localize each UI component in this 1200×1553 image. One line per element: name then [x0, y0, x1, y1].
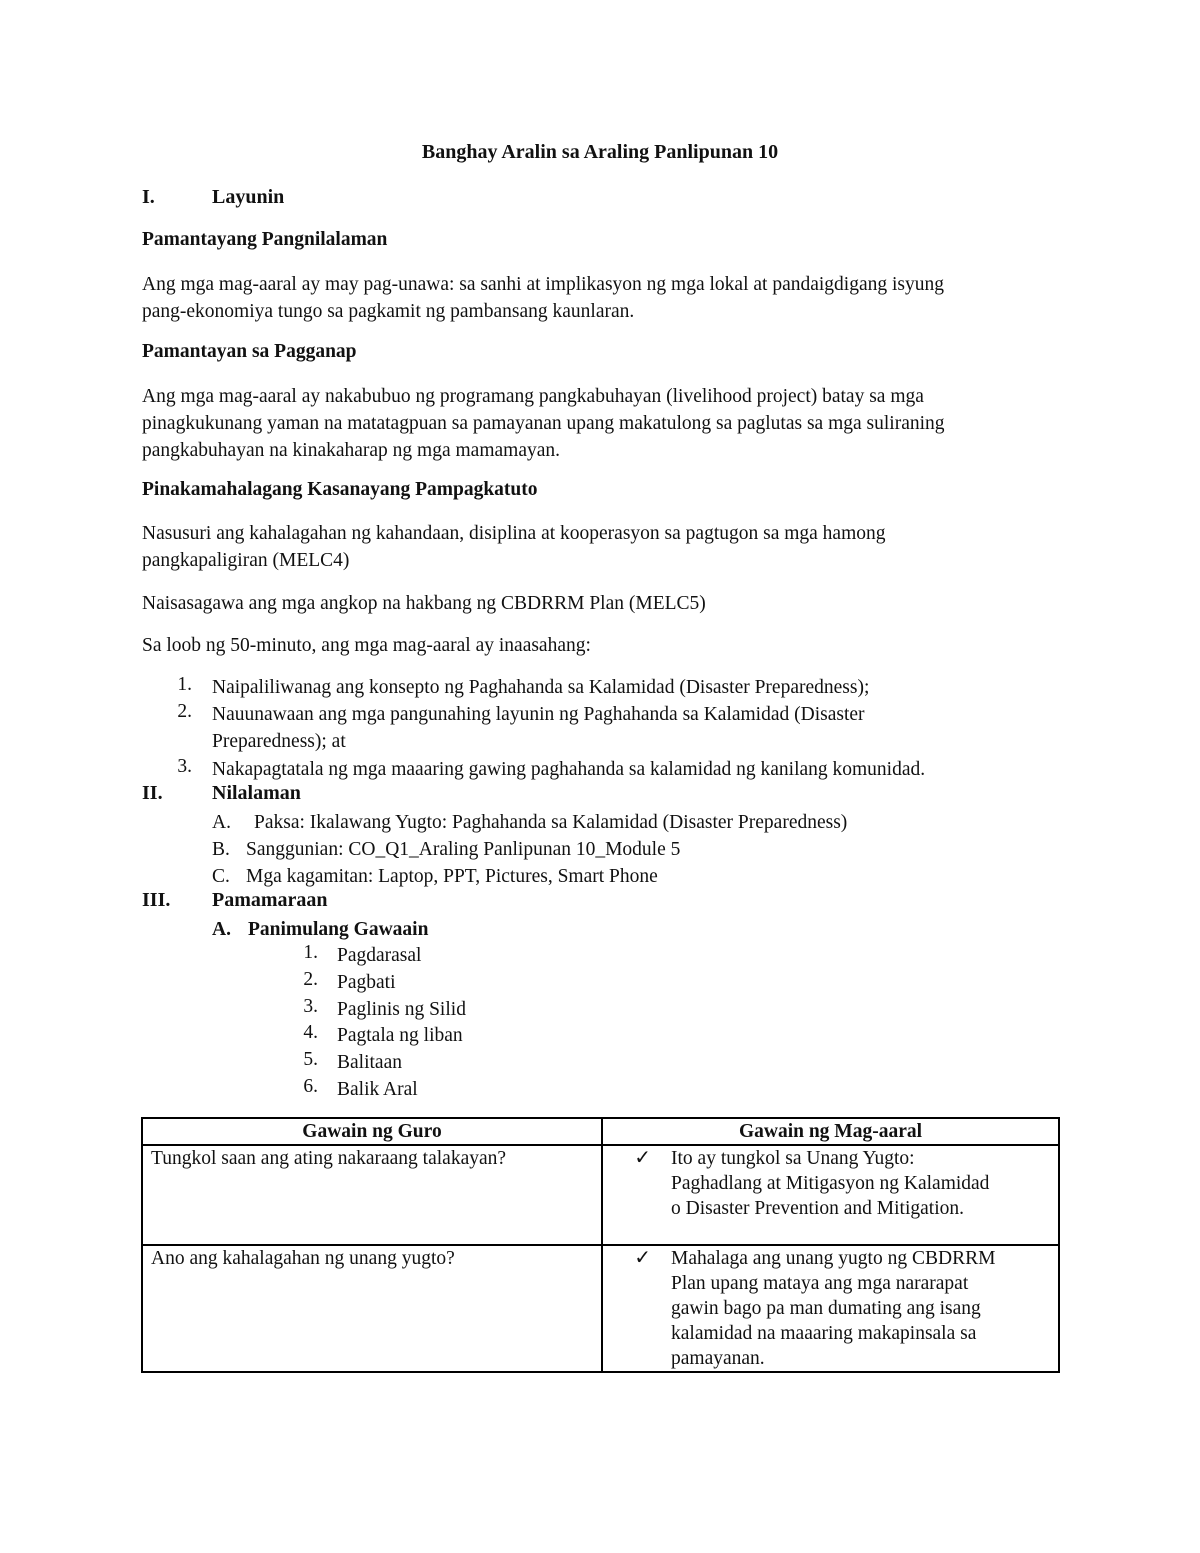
text-line: Nasusuri ang kahalagahan ng kahandaan, disiplina at kooperasyon sa pagtugon sa mga hamong [142, 523, 886, 544]
objective-number: 3. [177, 756, 192, 777]
checkmark-icon: ✓ [634, 1247, 651, 1269]
objective-number: 1. [177, 674, 192, 695]
activity-table [141, 1117, 1060, 1373]
student-answer [671, 1246, 1050, 1371]
step-number: 6. [303, 1076, 318, 1097]
step-number: 3. [303, 996, 318, 1017]
document-title: Banghay Aralin sa Araling Panlipunan 10 [421, 141, 779, 163]
text-line: Naipaliliwanag ang konsepto ng Paghahanda sa Kalamidad (Disaster Preparedness); [212, 677, 870, 698]
content-letter: C. [212, 866, 230, 887]
objective-item [212, 674, 869, 701]
step-number: 5. [303, 1049, 318, 1070]
step-item: Pagbati [337, 972, 396, 993]
step-number: 2. [303, 969, 318, 990]
competency-melc4 [142, 520, 1052, 574]
text-line: pamayanan. [671, 1348, 765, 1369]
step-item: Balik Aral [337, 1079, 418, 1100]
section-numeral-2: II. [142, 782, 163, 804]
content-letter: A. [212, 812, 231, 833]
step-item: Balitaan [337, 1052, 402, 1073]
text-line: Ito ay tungkol sa Unang Yugto: [671, 1148, 915, 1169]
section-numeral-3: III. [142, 889, 171, 911]
procedure-sub-letter: A. [212, 919, 231, 940]
performance-standard-text [142, 383, 1052, 464]
checkmark-icon: ✓ [634, 1147, 651, 1169]
teacher-question: Tungkol saan ang ating nakaraang talakayan? [142, 1145, 602, 1245]
step-item: Pagdarasal [337, 945, 422, 966]
step-number: 1. [303, 942, 318, 963]
text-line: pangkapaligiran (MELC4) [142, 550, 350, 571]
student-answer-cell [602, 1245, 1059, 1372]
competency-melc5: Naisasagawa ang mga angkop na hakbang ng CBDRRM Plan (MELC5) [142, 593, 706, 614]
text-line: Mahalaga ang unang yugto ng CBDRRM [671, 1248, 996, 1269]
objective-item [212, 701, 865, 755]
step-item: Pagtala ng liban [337, 1025, 463, 1046]
text-line: pinagkukunang yaman na matatagpuan sa pamayanan upang makatulong sa paglutas sa mga suliraning [142, 413, 945, 434]
text-line: pangkabuhayan na kinakaharap ng mga mamamayan. [142, 440, 561, 461]
step-item: Paglinis ng Silid [337, 999, 466, 1020]
header-teacher-activity: Gawain ng Guro [142, 1118, 602, 1145]
section-numeral-1: I. [142, 186, 155, 208]
content-item-paksa: Paksa: Ikalawang Yugto: Paghahanda sa Kalamidad (Disaster Preparedness) [254, 812, 848, 833]
content-letter: B. [212, 839, 230, 860]
teacher-question: Ano ang kahalagahan ng unang yugto? [142, 1245, 602, 1372]
section-label-pamamaraan: Pamamaraan [212, 889, 328, 911]
section-label-layunin: Layunin [212, 186, 285, 208]
objective-item [212, 756, 925, 783]
competency-intro: Sa loob ng 50-minuto, ang mga mag-aaral ay inaasahang: [142, 635, 591, 656]
text-line: kalamidad na maaaring makapinsala sa [671, 1323, 977, 1344]
table-row [142, 1245, 1059, 1372]
text-line: Nauunawaan ang mga pangunahing layunin ng Paghahanda sa Kalamidad (Disaster [212, 704, 865, 725]
text-line: o Disaster Prevention and Mitigation. [671, 1198, 964, 1219]
content-standard-text [142, 271, 1052, 325]
header-student-activity: Gawain ng Mag-aaral [602, 1118, 1059, 1145]
text-line: pang-ekonomiya tungo sa pagkamit ng pambansang kaunlaran. [142, 301, 635, 322]
table-row [142, 1145, 1059, 1245]
student-answer-cell [602, 1145, 1059, 1245]
procedure-sub-heading: Panimulang Gawaain [248, 919, 429, 940]
table-header-row [142, 1118, 1059, 1145]
objective-number: 2. [177, 701, 192, 722]
text-line: gawin bago pa man dumating ang isang [671, 1298, 981, 1319]
content-item-sanggunian: Sanggunian: CO_Q1_Araling Panlipunan 10_Module 5 [246, 839, 681, 860]
text-line: Nakapagtatala ng mga maaaring gawing paghahanda sa kalamidad ng kanilang komunidad. [212, 759, 926, 780]
text-line: Paghadlang at Mitigasyon ng Kalamidad [671, 1173, 990, 1194]
competency-heading: Pinakamahalagang Kasanayang Pampagkatuto [142, 479, 538, 500]
text-line: Plan upang mataya ang mga nararapat [671, 1273, 969, 1294]
content-item-kagamitan: Mga kagamitan: Laptop, PPT, Pictures, Smart Phone [246, 866, 658, 887]
student-answer [671, 1146, 1050, 1221]
text-line: Ang mga mag-aaral ay nakabubuo ng programang pangkabuhayan (livelihood project) batay sa mga [142, 386, 924, 407]
section-label-nilalaman: Nilalaman [212, 782, 301, 804]
text-line: Ang mga mag-aaral ay may pag-unawa: sa sanhi at implikasyon ng mga lokal at pandaigdigang isyung [142, 274, 944, 295]
step-number: 4. [303, 1022, 318, 1043]
content-standard-heading: Pamantayang Pangnilalaman [142, 229, 388, 250]
performance-standard-heading: Pamantayan sa Pagganap [142, 341, 357, 362]
text-line: Preparedness); at [212, 731, 346, 752]
